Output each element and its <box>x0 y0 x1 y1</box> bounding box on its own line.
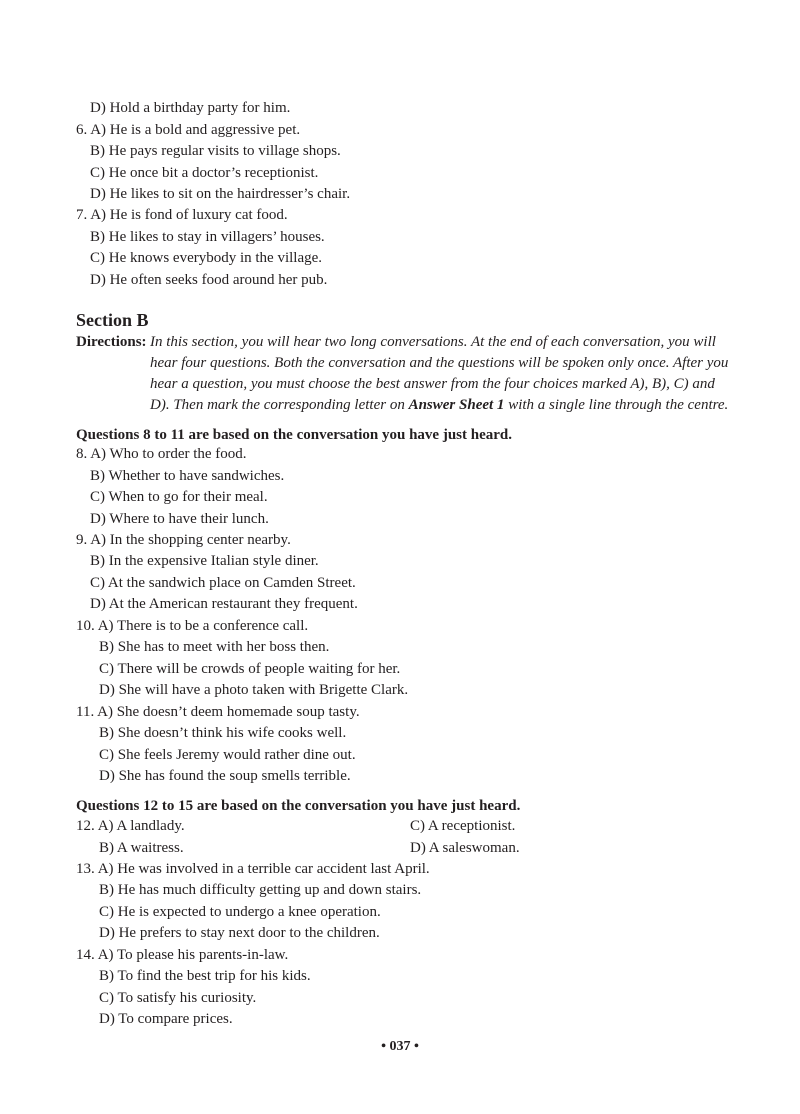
q12-option-c: C) A receptionist. <box>410 818 516 834</box>
q8-option-a <box>76 444 247 464</box>
q10-option-d: D) She will have a photo taken with Brigette Clark. <box>99 682 409 698</box>
q13-a-text: A) He was involved in a terrible car accident last April. <box>97 861 430 877</box>
directions-line-2: hear four questions. Both the conversation and the questions will be spoken only once. After you <box>150 355 729 371</box>
answer-sheet-ref: Answer Sheet 1 <box>408 397 505 413</box>
q7-a-text: A) He is fond of luxury cat food. <box>90 207 288 223</box>
q10-option-c: C) There will be crowds of people waiting for her. <box>99 661 401 677</box>
q10-option-b: B) She has to meet with her boss then. <box>99 639 330 655</box>
q11-a-text: A) She doesn’t deem homemade soup tasty. <box>97 704 360 720</box>
q7-number: 7. <box>76 207 88 223</box>
q14-number: 14. <box>76 947 95 963</box>
q9-number: 9. <box>76 532 88 548</box>
q11-option-a <box>76 702 360 722</box>
q14-option-c: C) To satisfy his curiosity. <box>99 990 257 1006</box>
q12-number: 12. <box>76 818 95 834</box>
q7-option-b: B) He likes to stay in villagers’ houses. <box>90 229 325 245</box>
q6-a-text: A) He is a bold and aggressive pet. <box>90 122 301 138</box>
questions-8-11-header: Questions 8 to 11 are based on the conversation you have just heard. <box>76 427 512 443</box>
q11-number: 11. <box>76 704 95 720</box>
q9-a-text: A) In the shopping center nearby. <box>90 532 291 548</box>
q8-option-c: C) When to go for their meal. <box>90 489 268 505</box>
directions-line-1: In this section, you will hear two long conversations. At the end of each conversation, you will <box>150 334 716 350</box>
q6-option-a <box>76 120 300 140</box>
q9-option-d: D) At the American restaurant they frequent. <box>90 596 358 612</box>
q8-option-d: D) Where to have their lunch. <box>90 511 269 527</box>
q14-option-b: B) To find the best trip for his kids. <box>99 968 311 984</box>
q13-option-b: B) He has much difficulty getting up and down stairs. <box>99 882 422 898</box>
q8-number: 8. <box>76 446 88 462</box>
q13-option-c: C) He is expected to undergo a knee operation. <box>99 904 381 920</box>
directions-label: Directions: <box>76 334 147 350</box>
q6-option-b: B) He pays regular visits to village shops. <box>90 143 341 159</box>
questions-12-15-header: Questions 12 to 15 are based on the conversation you have just heard. <box>76 798 521 814</box>
directions-line-4 <box>150 395 728 415</box>
q9-option-b: B) In the expensive Italian style diner. <box>90 553 319 569</box>
q7-option-d: D) He often seeks food around her pub. <box>90 272 328 288</box>
q10-option-a <box>76 616 308 636</box>
q13-option-d: D) He prefers to stay next door to the children. <box>99 925 380 941</box>
q14-option-d: D) To compare prices. <box>99 1011 233 1027</box>
q8-option-b: B) Whether to have sandwiches. <box>90 468 285 484</box>
page-number: • 037 • <box>381 1039 419 1054</box>
directions-line-4-start: D). Then mark the corresponding letter on <box>150 397 409 413</box>
q14-option-a <box>76 945 288 965</box>
q11-option-b: B) She doesn’t think his wife cooks well. <box>99 725 347 741</box>
q8-a-text: A) Who to order the food. <box>90 446 247 462</box>
q7-option-a <box>76 205 288 225</box>
q10-number: 10. <box>76 618 95 634</box>
q5-option-d: D) Hold a birthday party for him. <box>90 100 291 116</box>
q6-number: 6. <box>76 122 88 138</box>
q12-a-text: A) A landlady. <box>97 818 185 834</box>
q6-option-d: D) He likes to sit on the hairdresser’s chair. <box>90 186 351 202</box>
q12-option-a <box>76 816 185 836</box>
q12-option-b: B) A waitress. <box>99 840 184 856</box>
q12-option-d: D) A saleswoman. <box>410 840 520 856</box>
q10-a-text: A) There is to be a conference call. <box>97 618 309 634</box>
directions-line-4-end: with a single line through the centre. <box>504 397 729 413</box>
q11-option-d: D) She has found the soup smells terrible. <box>99 768 351 784</box>
q7-option-c: C) He knows everybody in the village. <box>90 250 323 266</box>
q11-option-c: C) She feels Jeremy would rather dine out. <box>99 747 356 763</box>
directions-line-3: hear a question, you must choose the best answer from the four choices marked A), B), C) and <box>150 376 715 392</box>
q6-option-c: C) He once bit a doctor’s receptionist. <box>90 165 319 181</box>
q9-option-a <box>76 530 291 550</box>
q13-option-a <box>76 859 430 879</box>
q13-number: 13. <box>76 861 95 877</box>
section-b-heading: Section B <box>76 310 149 330</box>
q14-a-text: A) To please his parents-in-law. <box>97 947 289 963</box>
q9-option-c: C) At the sandwich place on Camden Street. <box>90 575 356 591</box>
